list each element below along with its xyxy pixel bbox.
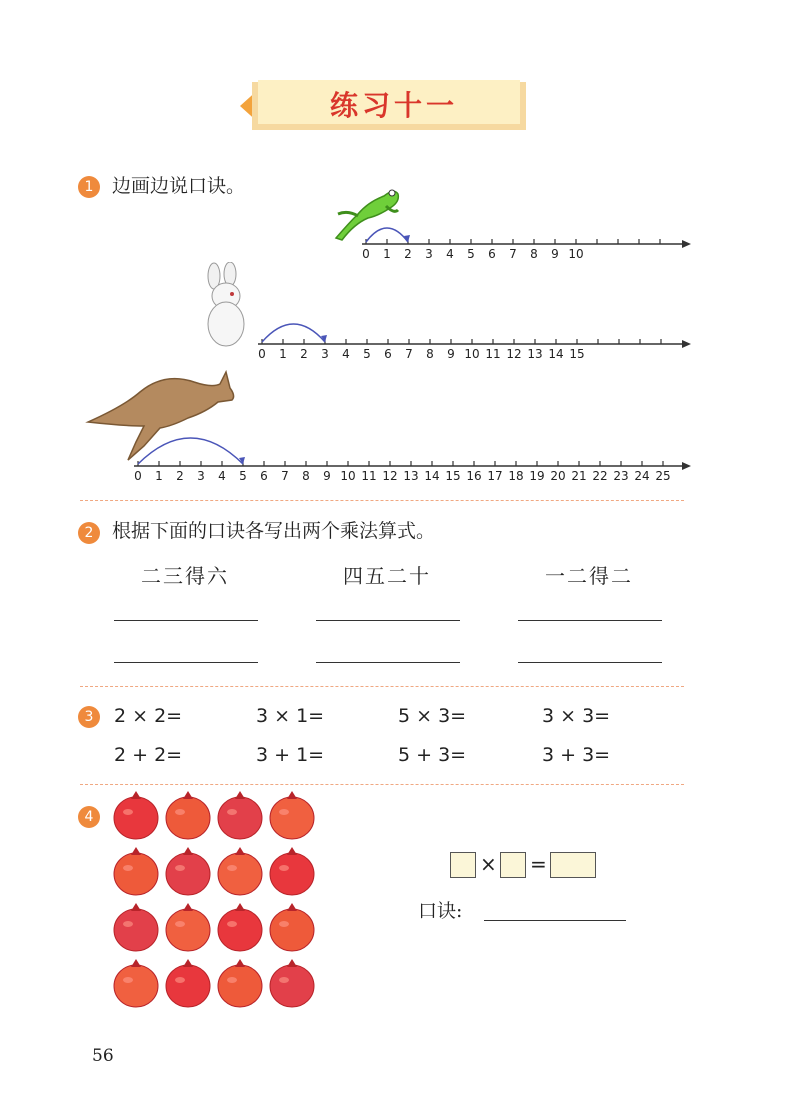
question-2-number: 2 [78, 522, 100, 544]
pomegranate-crown [183, 847, 193, 855]
section-divider [80, 784, 684, 785]
equation[interactable]: 2 × 2= [114, 705, 183, 727]
tick-label: 5 [363, 347, 371, 361]
tick-label: 13 [527, 347, 543, 361]
tick-label: 13 [403, 469, 419, 483]
rabbit-illustration [198, 262, 258, 348]
koujue-phrase: 一二得二 [545, 564, 633, 588]
pomegranate-highlight [175, 977, 185, 983]
answer-blank[interactable] [316, 620, 460, 621]
tick-label: 6 [260, 469, 268, 483]
equation[interactable]: 3 × 1= [256, 705, 325, 727]
answer-blank[interactable] [114, 662, 258, 663]
tick-label: 1 [279, 347, 287, 361]
pomegranate-crown [235, 903, 245, 911]
tick-label: 17 [487, 469, 503, 483]
pomegranate [270, 797, 314, 839]
factor-box[interactable] [450, 852, 476, 878]
pomegranate-crown [183, 959, 193, 967]
axis-arrow [682, 462, 691, 470]
koujue-phrase: 二三得六 [141, 564, 229, 588]
question-1-number: 1 [78, 176, 100, 198]
pomegranate [218, 853, 262, 895]
pomegranate-highlight [123, 977, 133, 983]
pomegranate-crown [287, 959, 297, 967]
product-box[interactable] [550, 852, 596, 878]
pomegranate-crown [235, 791, 245, 799]
factor-box[interactable] [500, 852, 526, 878]
tick-label: 14 [424, 469, 440, 483]
number-line-kangaroo [128, 430, 692, 484]
section-divider [80, 686, 684, 687]
tick-label: 22 [592, 469, 608, 483]
question-1-text: 边画边说口诀。 [112, 175, 246, 197]
pomegranate-highlight [123, 921, 133, 927]
tick-label: 0 [362, 247, 370, 261]
koujue-label: 口诀: [418, 900, 463, 922]
tick-label: 16 [466, 469, 482, 483]
tick-label: 10 [340, 469, 356, 483]
pomegranate-highlight [279, 921, 289, 927]
pomegranate-highlight [123, 865, 133, 871]
answer-blank[interactable] [114, 620, 258, 621]
pomegranate [270, 965, 314, 1007]
tick-label: 6 [488, 247, 496, 261]
koujue-phrase: 四五二十 [343, 564, 431, 588]
pomegranate-highlight [279, 977, 289, 983]
pomegranate-highlight [175, 865, 185, 871]
answer-blank[interactable] [518, 662, 662, 663]
pomegranate-highlight [279, 865, 289, 871]
number-line-rabbit [252, 314, 692, 362]
pomegranate-grid [110, 790, 320, 1010]
pomegranate [114, 797, 158, 839]
jump-arc [262, 324, 325, 342]
question-3-number: 3 [78, 706, 100, 728]
pomegranate [166, 909, 210, 951]
tick-label: 3 [197, 469, 205, 483]
pomegranate [114, 853, 158, 895]
pomegranate-crown [183, 903, 193, 911]
tick-label: 4 [218, 469, 226, 483]
tick-label: 25 [655, 469, 671, 483]
equation[interactable]: 3 + 1= [256, 744, 325, 766]
axis-arrow [682, 340, 691, 348]
pomegranate-crown [287, 903, 297, 911]
tick-label: 5 [239, 469, 247, 483]
tick-label: 3 [425, 247, 433, 261]
tick-label: 8 [530, 247, 538, 261]
question-4-number: 4 [78, 806, 100, 828]
jump-arc [138, 438, 243, 464]
tick-label: 7 [405, 347, 413, 361]
tick-label: 15 [569, 347, 585, 361]
tick-label: 3 [321, 347, 329, 361]
tick-label: 0 [134, 469, 142, 483]
pomegranate [218, 909, 262, 951]
tick-label: 7 [281, 469, 289, 483]
tick-label: 12 [506, 347, 522, 361]
tick-label: 14 [548, 347, 564, 361]
tick-label: 24 [634, 469, 650, 483]
equation[interactable]: 5 × 3= [398, 705, 467, 727]
tick-label: 20 [550, 469, 566, 483]
pomegranate-crown [235, 847, 245, 855]
tick-label: 0 [258, 347, 266, 361]
times-sign: × [480, 852, 497, 876]
equation[interactable]: 3 × 3= [542, 705, 611, 727]
tick-label: 4 [342, 347, 350, 361]
number-line-frog [356, 220, 692, 264]
tick-label: 8 [302, 469, 310, 483]
equation[interactable]: 3 + 3= [542, 744, 611, 766]
pomegranate-crown [131, 791, 141, 799]
tick-label: 4 [446, 247, 454, 261]
tick-label: 9 [551, 247, 559, 261]
tick-label: 6 [384, 347, 392, 361]
title-banner [238, 80, 528, 132]
tick-label: 7 [509, 247, 517, 261]
tick-label: 10 [464, 347, 480, 361]
page-number: 56 [92, 1046, 114, 1066]
question-2-text: 根据下面的口诀各写出两个乘法算式。 [112, 520, 436, 542]
tick-label: 11 [361, 469, 377, 483]
section-divider [80, 500, 684, 501]
equals-sign: = [530, 852, 547, 876]
tick-label: 1 [383, 247, 391, 261]
koujue-blank[interactable] [484, 920, 626, 921]
page-title: 练习十一 [329, 89, 458, 122]
pomegranate [218, 965, 262, 1007]
pomegranate-crown [183, 791, 193, 799]
tick-label: 10 [568, 247, 584, 261]
pomegranate-crown [287, 847, 297, 855]
pomegranate-crown [131, 847, 141, 855]
tick-label: 5 [467, 247, 475, 261]
pomegranate [166, 797, 210, 839]
pomegranate-crown [287, 791, 297, 799]
pomegranate [166, 853, 210, 895]
tick-label: 19 [529, 469, 545, 483]
tick-label: 9 [447, 347, 455, 361]
pomegranate [270, 909, 314, 951]
pomegranate-highlight [279, 809, 289, 815]
pomegranate-highlight [175, 921, 185, 927]
pomegranate [166, 965, 210, 1007]
pomegranate [114, 965, 158, 1007]
pomegranate-highlight [227, 865, 237, 871]
tick-label: 9 [323, 469, 331, 483]
pomegranate-highlight [227, 921, 237, 927]
tick-label: 1 [155, 469, 163, 483]
pomegranate-highlight [227, 977, 237, 983]
tick-label: 21 [571, 469, 587, 483]
pomegranate-highlight [175, 809, 185, 815]
tick-label: 2 [176, 469, 184, 483]
tick-label: 2 [404, 247, 412, 261]
tick-label: 15 [445, 469, 461, 483]
pomegranate [114, 909, 158, 951]
tick-label: 23 [613, 469, 629, 483]
equation[interactable]: 2 + 2= [114, 744, 183, 766]
tick-label: 2 [300, 347, 308, 361]
answer-blank[interactable] [518, 620, 662, 621]
tick-label: 8 [426, 347, 434, 361]
answer-blank[interactable] [316, 662, 460, 663]
pomegranate-highlight [227, 809, 237, 815]
tick-label: 18 [508, 469, 524, 483]
pomegranate-highlight [123, 809, 133, 815]
pomegranate-crown [235, 959, 245, 967]
pomegranate [270, 853, 314, 895]
tick-label: 12 [382, 469, 398, 483]
pomegranate-crown [131, 959, 141, 967]
tick-label: 11 [485, 347, 501, 361]
pomegranate [218, 797, 262, 839]
axis-arrow [682, 240, 691, 248]
pomegranate-crown [131, 903, 141, 911]
equation[interactable]: 5 + 3= [398, 744, 467, 766]
